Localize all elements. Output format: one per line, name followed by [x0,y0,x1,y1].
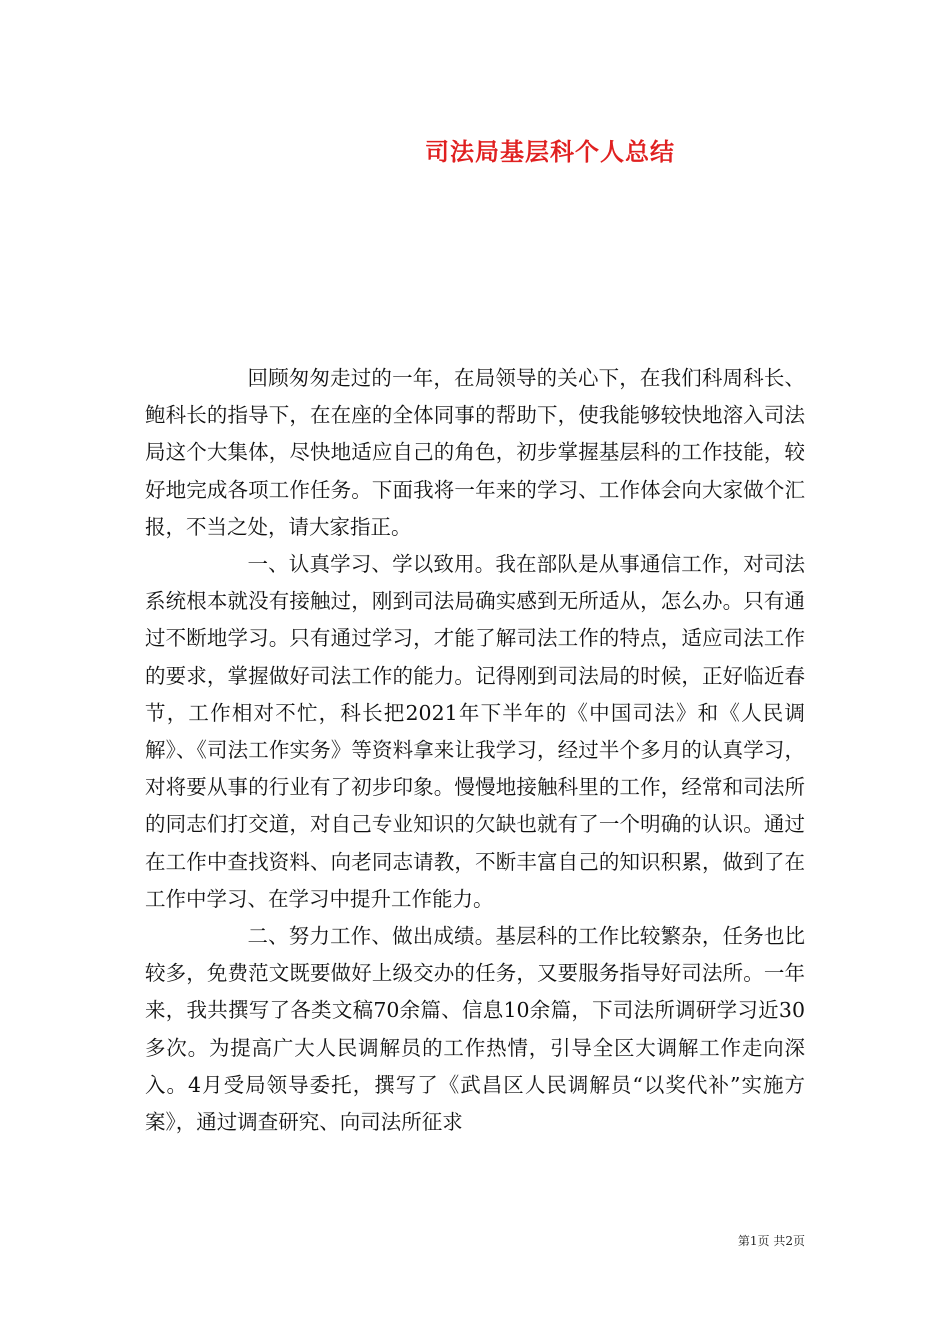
paragraph-work: 二、努力工作、做出成绩。基层科的工作比较繁杂，任务也比较多，免费范文既要做好上级交办的任务，又要服务指导好司法所。一年来，我共撰写了各类文稿70余篇、信息10余篇，下司法所调研学习近30多次。为提高广大人民调解员的工作热情，引导全区大调解工作走向深入。4月受局领导委托，撰写了《武昌区人民调解员“以奖代补”实施方案》，通过调查研究、向司法所征求 [145,924,805,1135]
page-number-footer: 第1页 共2页 [737,1234,805,1248]
document-body [145,360,805,1141]
paragraph-study: 一、认真学习、学以致用。我在部队是从事通信工作，对司法系统根本就没有接触过，刚到司法局确实感到无所适从，怎么办。只有通过不断地学习。只有通过学习，才能了解司法工作的特点，适应司法工作的要求，掌握做好司法工作的能力。记得刚到司法局的时候，正好临近春节，工作相对不忙，科长把2021年下半年的《中国司法》和《人民调解》、《司法工作实务》等资料拿来让我学习，经过半个多月的认真学习，对将要从事的行业有了初步印象。慢慢地接触科里的工作，经常和司法所的同志们打交道，对自己专业知识的欠缺也就有了一个明确的认识。通过在工作中查找资料、向老同志请教，不断丰富自己的知识积累，做到了在工作中学习、在学习中提升工作能力。 [145,552,805,911]
paragraph-intro: 回顾匆匆走过的一年，在局领导的关心下，在我们科周科长、鲍科长的指导下，在在座的全体同事的帮助下，使我能够较快地溶入司法局这个大集体，尽快地适应自己的角色，初步掌握基层科的工作技能，较好地完成各项工作任务。下面我将一年来的学习、工作体会向大家做个汇报，不当之处，请大家指正。 [145,366,805,539]
document-title: 司法局基层科个人总结 [425,137,675,166]
